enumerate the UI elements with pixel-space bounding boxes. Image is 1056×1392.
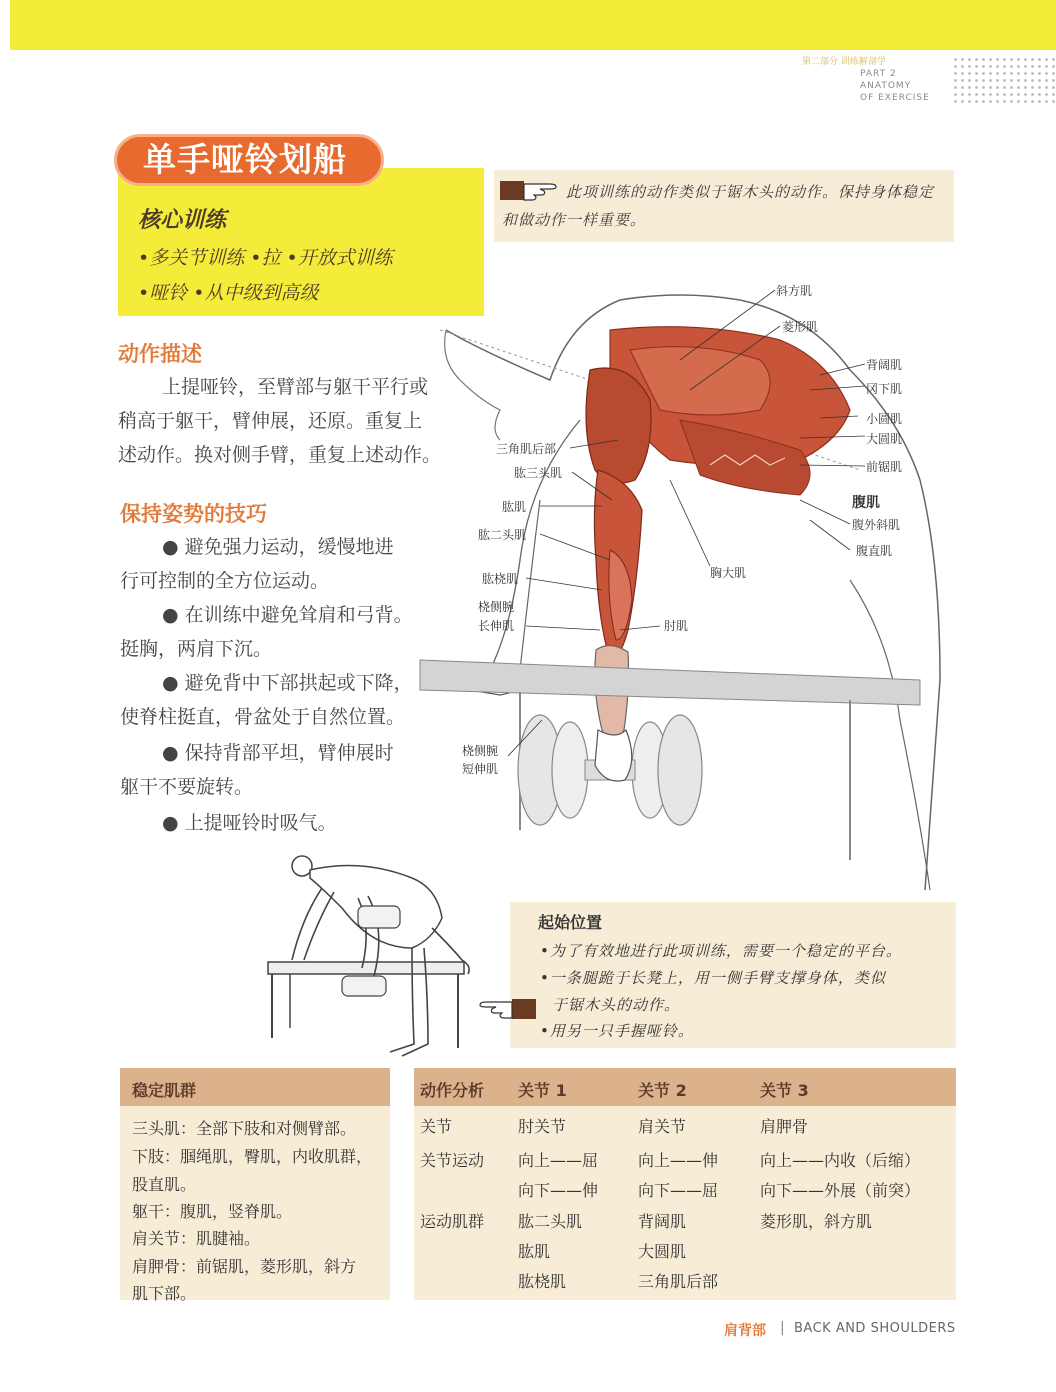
core-tags-line-2: •哑铃 •从中级到高级	[138, 282, 319, 304]
row-muscles-j2-b: 大圆肌	[638, 1242, 687, 1261]
label-teres-major: 大圆肌	[866, 432, 903, 446]
description-line-2: 稍高于躯干，臂伸展，还原。重复上	[118, 410, 423, 432]
analysis-header-joint-2: 关节 2	[638, 1081, 687, 1100]
label-ecrl-line-1: 桡侧腕	[478, 600, 515, 614]
stabilizers-line-5: 肩关节：肌腱袖。	[132, 1229, 261, 1248]
label-pectoralis: 胸大肌	[710, 566, 747, 580]
row-muscles-j2-c: 三角肌后部	[638, 1272, 719, 1291]
row-motion-j3-down: 向下——外展（前突）	[760, 1181, 921, 1200]
row-joint-j2: 肩关节	[638, 1117, 687, 1136]
core-training-title: 核心训练	[138, 207, 227, 233]
label-latissimus: 背阔肌	[866, 358, 903, 372]
stabilizers-line-2: 下肢：腘绳肌，臀肌，内收肌群，	[132, 1147, 373, 1166]
posture-line-2: 行可控制的全方位运动。	[120, 570, 330, 592]
row-motion-j2-down: 向下——屈	[638, 1181, 719, 1200]
label-ecrb-line-1: 桡侧腕	[462, 744, 499, 758]
footer-section-cn: 肩背部	[724, 1323, 766, 1339]
label-rhomboid: 菱形肌	[782, 320, 819, 334]
stabilizers-line-1: 三头肌：全部下肢和对侧臂部。	[132, 1119, 357, 1138]
label-triceps: 肱三头肌	[514, 466, 563, 480]
stabilizers-line-6: 肩胛骨：前锯肌，菱形肌，斜方	[132, 1257, 357, 1276]
row-joint-label: 关节	[420, 1117, 453, 1136]
footer-separator: |	[780, 1320, 785, 1336]
row-motion-j3-up: 向上——内收（后缩）	[760, 1151, 921, 1170]
analysis-header-joint-3: 关节 3	[760, 1081, 809, 1100]
row-muscles-j2-a: 背阔肌	[638, 1212, 687, 1231]
row-muscles-label: 运动肌群	[420, 1212, 485, 1231]
label-serratus: 前锯肌	[866, 460, 903, 474]
analysis-header-label: 动作分析	[420, 1081, 485, 1100]
label-infraspinatus: 冈下肌	[866, 382, 903, 396]
start-line-2: •一条腿跪于长凳上，用一侧手臂支撑身体，类似	[540, 969, 886, 987]
label-brachioradialis: 肱桡肌	[482, 572, 519, 586]
posture-line-5: ● 避免背中下部拱起或下降，	[162, 672, 413, 694]
core-tags-line-1: •多关节训练 •拉 •开放式训练	[138, 247, 393, 269]
description-line-3: 述动作。换对侧手臂，重复上述动作。	[118, 444, 442, 466]
row-joint-j3: 肩胛骨	[760, 1117, 809, 1136]
posture-line-1: ● 避免强力运动，缓慢地进	[162, 536, 394, 558]
description-heading: 动作描述	[118, 342, 202, 366]
label-ecrb-line-2: 短伸肌	[462, 762, 499, 776]
row-muscles-j1-a: 肱二头肌	[518, 1212, 583, 1231]
exercise-title: 单手哑铃划船	[114, 134, 384, 186]
row-muscles-j3-a: 菱形肌，斜方肌	[760, 1212, 873, 1231]
label-teres-minor: 小圆肌	[866, 412, 903, 426]
label-rectus-abdominis: 腹直肌	[856, 544, 893, 558]
label-brachialis: 肱肌	[502, 500, 527, 514]
start-line-1: •为了有效地进行此项训练，需要一个稳定的平台。	[540, 942, 902, 960]
tip-text: 此项训练的动作类似于锯木头的动作。保持身体稳定和做动作一样重要。	[502, 183, 935, 229]
posture-line-6: 使脊柱挺直，骨盆处于自然位置。	[120, 706, 406, 728]
part-line-2: ANATOMY	[860, 81, 912, 91]
analysis-header-joint-1: 关节 1	[518, 1081, 567, 1100]
start-line-4: •用另一只手握哑铃。	[540, 1022, 694, 1040]
row-motion-label: 关节运动	[420, 1151, 485, 1170]
posture-line-8: 躯干不要旋转。	[120, 776, 254, 798]
posture-heading: 保持姿势的技巧	[120, 502, 267, 526]
row-muscles-j1-c: 肱桡肌	[518, 1272, 567, 1291]
running-header	[802, 56, 952, 104]
top-yellow-band	[10, 0, 1056, 50]
row-motion-j1-up: 向上——屈	[518, 1151, 599, 1170]
posture-line-3: ● 在训练中避免耸肩和弓背。	[162, 604, 413, 626]
row-motion-j1-down: 向下——伸	[518, 1181, 599, 1200]
part-line-3: OF EXERCISE	[860, 93, 930, 103]
description-line-1: 上提哑铃，至臂部与躯干平行或	[162, 376, 429, 398]
stabilizers-line-3: 股直肌。	[132, 1175, 197, 1194]
label-external-oblique: 腹外斜肌	[852, 518, 901, 532]
footer-section-en: BACK AND SHOULDERS	[794, 1321, 956, 1336]
label-abdominals: 腹肌	[852, 495, 880, 511]
part-line-1: PART 2	[860, 69, 897, 79]
stabilizers-line-4: 躯干：腹肌，竖脊肌。	[132, 1202, 293, 1221]
start-position-title: 起始位置	[538, 913, 603, 932]
stabilizers-line-7: 肌下部。	[132, 1284, 197, 1303]
pointing-hand-left-icon	[474, 996, 536, 1022]
row-joint-j1: 肘关节	[518, 1117, 567, 1136]
label-anconeus: 肘肌	[664, 619, 689, 633]
label-biceps: 肱二头肌	[478, 528, 527, 542]
label-posterior-deltoid: 三角肌后部	[496, 442, 557, 456]
label-trapezius: 斜方肌	[776, 284, 813, 298]
posture-line-7: ● 保持背部平坦，臂伸展时	[162, 742, 394, 764]
start-line-3: 于锯木头的动作。	[552, 996, 681, 1014]
label-ecrl-line-2: 长伸肌	[478, 619, 515, 633]
row-motion-j2-up: 向上——伸	[638, 1151, 719, 1170]
chapter-label: 第二部分 训练解剖学	[802, 57, 886, 67]
row-muscles-j1-b: 肱肌	[518, 1242, 551, 1261]
posture-line-9: ● 上提哑铃时吸气。	[162, 812, 337, 834]
posture-line-4: 挺胸，两肩下沉。	[120, 638, 273, 660]
dot-pattern-decoration	[952, 56, 1056, 104]
stabilizers-title: 稳定肌群	[132, 1081, 197, 1100]
exercise-figure-illustration	[262, 848, 482, 1060]
